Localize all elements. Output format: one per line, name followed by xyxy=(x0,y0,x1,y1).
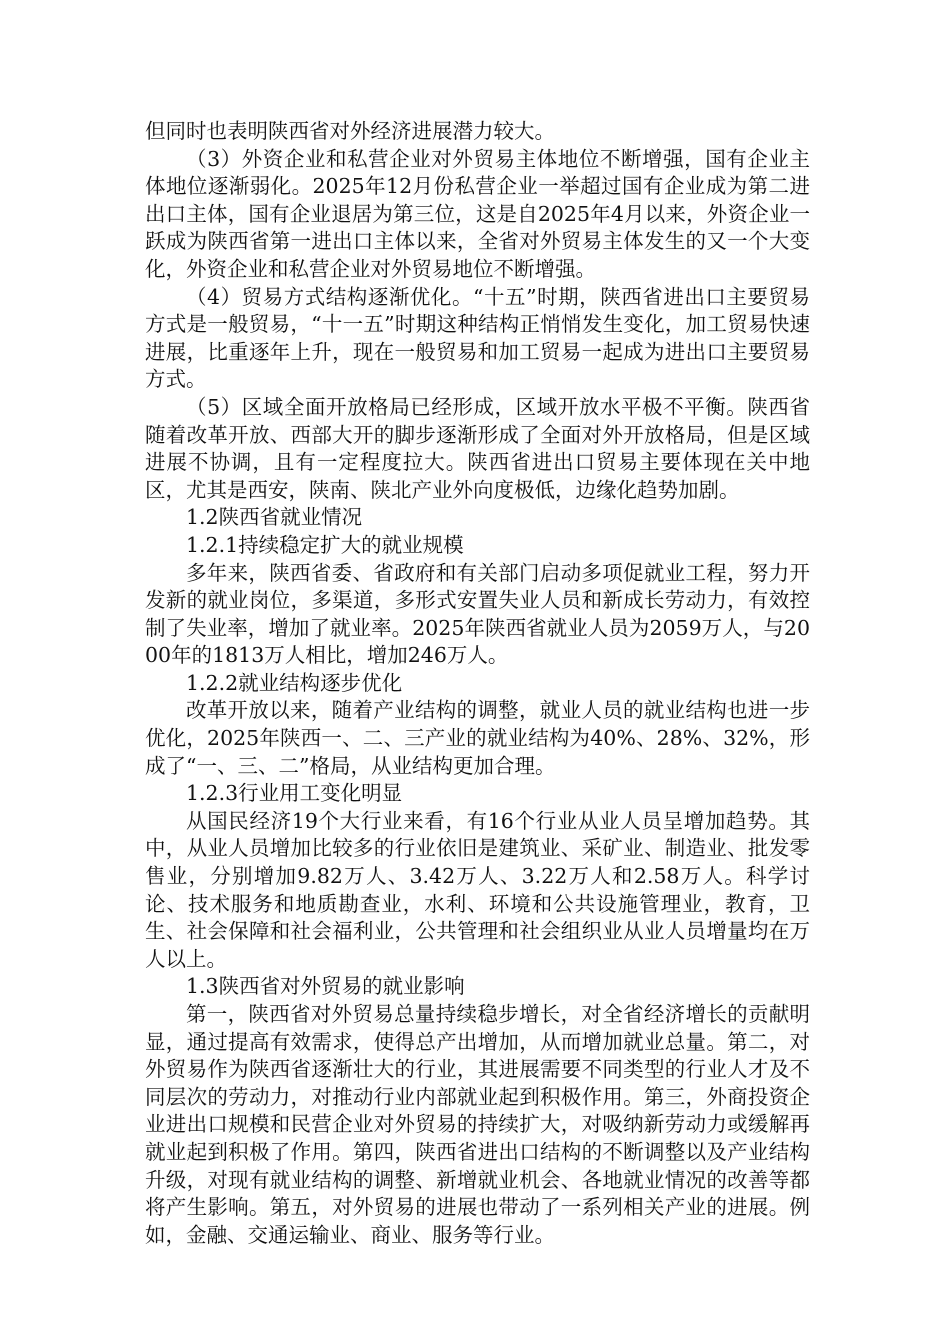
paragraph-trade-employment-impact: 第一，陕西省对外贸易总量持续稳步增长，对全省经济增长的贡献明显，通过提高有效需求，使得总产出增加，从而增加就业总量。第二，对外贸易作为陕西省逐渐壮大的行业，其进展需要不同类型的行业人才及不同层次的劳动力，对推动行业内部就业起到积极作用。第三，外商投资企业进出口规模和民营企业对外贸易的持续扩大，对吸纳新劳动力或缓解再就业起到积极了作用。第四，陕西省进出口结构的不断调整以及产业结构升级，对现有就业结构的调整、新增就业机会、各地就业情况的改善等都将产生影响。第五，对外贸易的进展也带动了一系列相关产业的进展。例如，金融、交通运输业、商业、服务等行业。 xyxy=(145,1002,810,1247)
paragraph-item-3: （3）外资企业和私营企业对外贸易主体地位不断增强，国有企业主体地位逐渐弱化。2025年12月份私营企业一举超过国有企业成为第二进出口主体，国有企业退居为第三位，这是自2025年4月以来，外资企业一跃成为陕西省第一进出口主体以来，全省对外贸易主体发生的又一个大变化，外资企业和私营企业对外贸易地位不断增强。 xyxy=(145,146,810,281)
paragraph-employment-structure: 改革开放以来，随着产业结构的调整，就业人员的就业结构也进一步优化，2025年陕西一、二、三产业的就业结构为40%、28%、32%，形成了“一、三、二”格局，从业结构更加合理。 xyxy=(145,698,810,778)
paragraph-employment-scale: 多年来，陕西省委、省政府和有关部门启动多项促就业工程，努力开发新的就业岗位，多渠道，多形式安置失业人员和新成长劳动力，有效控制了失业率，增加了就业率。2025年陕西省就业人员为2059万人，与2000年的1813万人相比，增加246万人。 xyxy=(145,560,810,668)
document-body xyxy=(145,118,810,1249)
section-heading-1-2: 1.2陕西省就业情况 xyxy=(186,505,363,530)
subsection-heading-1-2-1: 1.2.1持续稳定扩大的就业规模 xyxy=(186,532,464,557)
section-heading-1-3: 1.3陕西省对外贸易的就业影响 xyxy=(186,974,465,999)
paragraph-industry-employment: 从国民经济19个大行业来看，有16个行业从业人员呈增加趋势。其中，从业人员增加比较多的行业依旧是建筑业、采矿业、制造业、批发零售业，分别增加9.82万人、3.42万人、3.22万人和2.58万人。科学讨论、技术服务和地质勘查业，水利、环境和公共设施管理业，教育，卫生、社会保障和社会福利业，公共管理和社会组织业从业人员增量均在万人以上。 xyxy=(145,808,810,971)
paragraph-continuation: 但同时也表明陕西省对外经济进展潜力较大。 xyxy=(145,119,555,143)
subsection-heading-1-2-3: 1.2.3行业用工变化明显 xyxy=(186,781,403,806)
paragraph-item-5: （5）区域全面开放格局已经形成，区域开放水平极不平衡。陕西省随着改革开放、西部大开的脚步逐渐形成了全面对外开放格局，但是区域进展不协调，且有一定程度拉大。陕西省进出口贸易主要体现在关中地区，尤其是西安，陕南、陕北产业外向度极低，边缘化趋势加剧。 xyxy=(145,394,810,502)
paragraph-item-4: （4）贸易方式结构逐渐优化。“十五”时期，陕西省进出口主要贸易方式是一般贸易，“十一五”时期这种结构正悄悄发生变化，加工贸易快速进展，比重逐年上升，现在一般贸易和加工贸易一起成为进出口主要贸易方式。 xyxy=(145,284,810,392)
subsection-heading-1-2-2: 1.2.2就业结构逐步优化 xyxy=(186,670,403,695)
